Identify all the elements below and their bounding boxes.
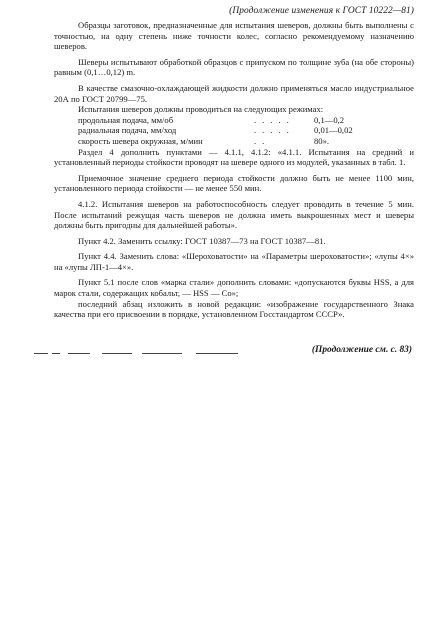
paragraph-item-5-1: Пункт 5.1 после слов «марка стали» дополнить словами: «допускаются буквы HSS, а для марок стали, содержащих кобальт, — HSS — Co»; bbox=[54, 277, 414, 299]
running-header: (Продолжение изменения к ГОСТ 10222—81) bbox=[229, 6, 414, 16]
mode-leader-dots: ..... bbox=[254, 114, 295, 125]
decorative-dash bbox=[34, 353, 48, 354]
continuation-note: (Продолжение см. с. 83) bbox=[311, 345, 412, 355]
mode-value: 0,1—0,2 bbox=[314, 114, 345, 125]
paragraph-workability: 4.1.2. Испытания шеверов на работоспособность следует проводить в течение 5 мин. После испытаний режущая часть шеверов не должна иметь выкрошенных мест и шеверы должны быть пригодны для дальнейшей работы». bbox=[54, 198, 414, 231]
decorative-dash bbox=[142, 353, 182, 354]
decorative-dash bbox=[52, 353, 60, 354]
paragraph-samples: Образцы заготовок, предназначенные для испытания шеверов, должны быть выполнены с точностью, на одну степень ниже точности колес, согласно рекомендуемому назначению шеверов. bbox=[54, 20, 414, 52]
mode-row-longitudinal bbox=[54, 115, 414, 126]
decorative-dash bbox=[196, 353, 238, 354]
mode-row-radial bbox=[54, 125, 414, 136]
mode-leader-dots: ..... bbox=[254, 125, 295, 136]
paragraph-modes-intro: Испытания шеверов должны проводиться на следующих режимах: bbox=[78, 104, 324, 115]
mode-label: скорость шевера окружная, м/мин bbox=[78, 135, 203, 146]
paragraph-acceptance: Приемочное значение среднего периода стойкости должно быть не менее 1100 мин, установленного периода стойкости — не менее 550 мин. bbox=[54, 172, 414, 194]
paragraph-item-4-2: Пункт 4.2. Заменить ссылку: ГОСТ 10387—73 на ГОСТ 10387—81. bbox=[78, 235, 326, 246]
paragraph-section4: Раздел 4 дополнить пунктами — 4.1.1, 4.1.2: «4.1.1. Испытания на средний и установленный периоды стойкости проводят на шевере одного из модулей, указанных в табл. 1. bbox=[54, 146, 414, 168]
mode-value: 0,01—0,02 bbox=[314, 125, 353, 136]
decorative-dash bbox=[68, 353, 90, 354]
mode-value: 80». bbox=[314, 135, 330, 146]
mode-row-speed bbox=[54, 136, 414, 147]
mode-leader-dots: .. bbox=[254, 135, 271, 146]
paragraph-last-abzac: последний абзац изложить в новой редакции: «изображение государственного Знака качества при его присвоении в порядке, установленном Госстандартом СССР». bbox=[54, 298, 414, 320]
decorative-dash bbox=[102, 353, 132, 354]
paragraph-item-4-4: Пункт 4.4. Заменить слова: «Шероховатости» на «Параметры шероховатости»; «лупы 4×» на «лупы ЛП-1—4×». bbox=[54, 251, 414, 272]
document-body bbox=[54, 20, 414, 320]
paragraph-coolant: В качестве смазочно-охлаждающей жидкости должно применяться масло индустриальное 20А по ГОСТ 20799—75. bbox=[54, 82, 414, 104]
mode-label: продольная подача, мм/об bbox=[78, 114, 174, 125]
paragraph-allowance: Шеверы испытывают обработкой образцов с припуском по толщине зуба (на обе стороны) равным (0,1…0,12) m. bbox=[54, 56, 414, 78]
mode-label: радиальная подача, мм/ход bbox=[78, 125, 177, 136]
